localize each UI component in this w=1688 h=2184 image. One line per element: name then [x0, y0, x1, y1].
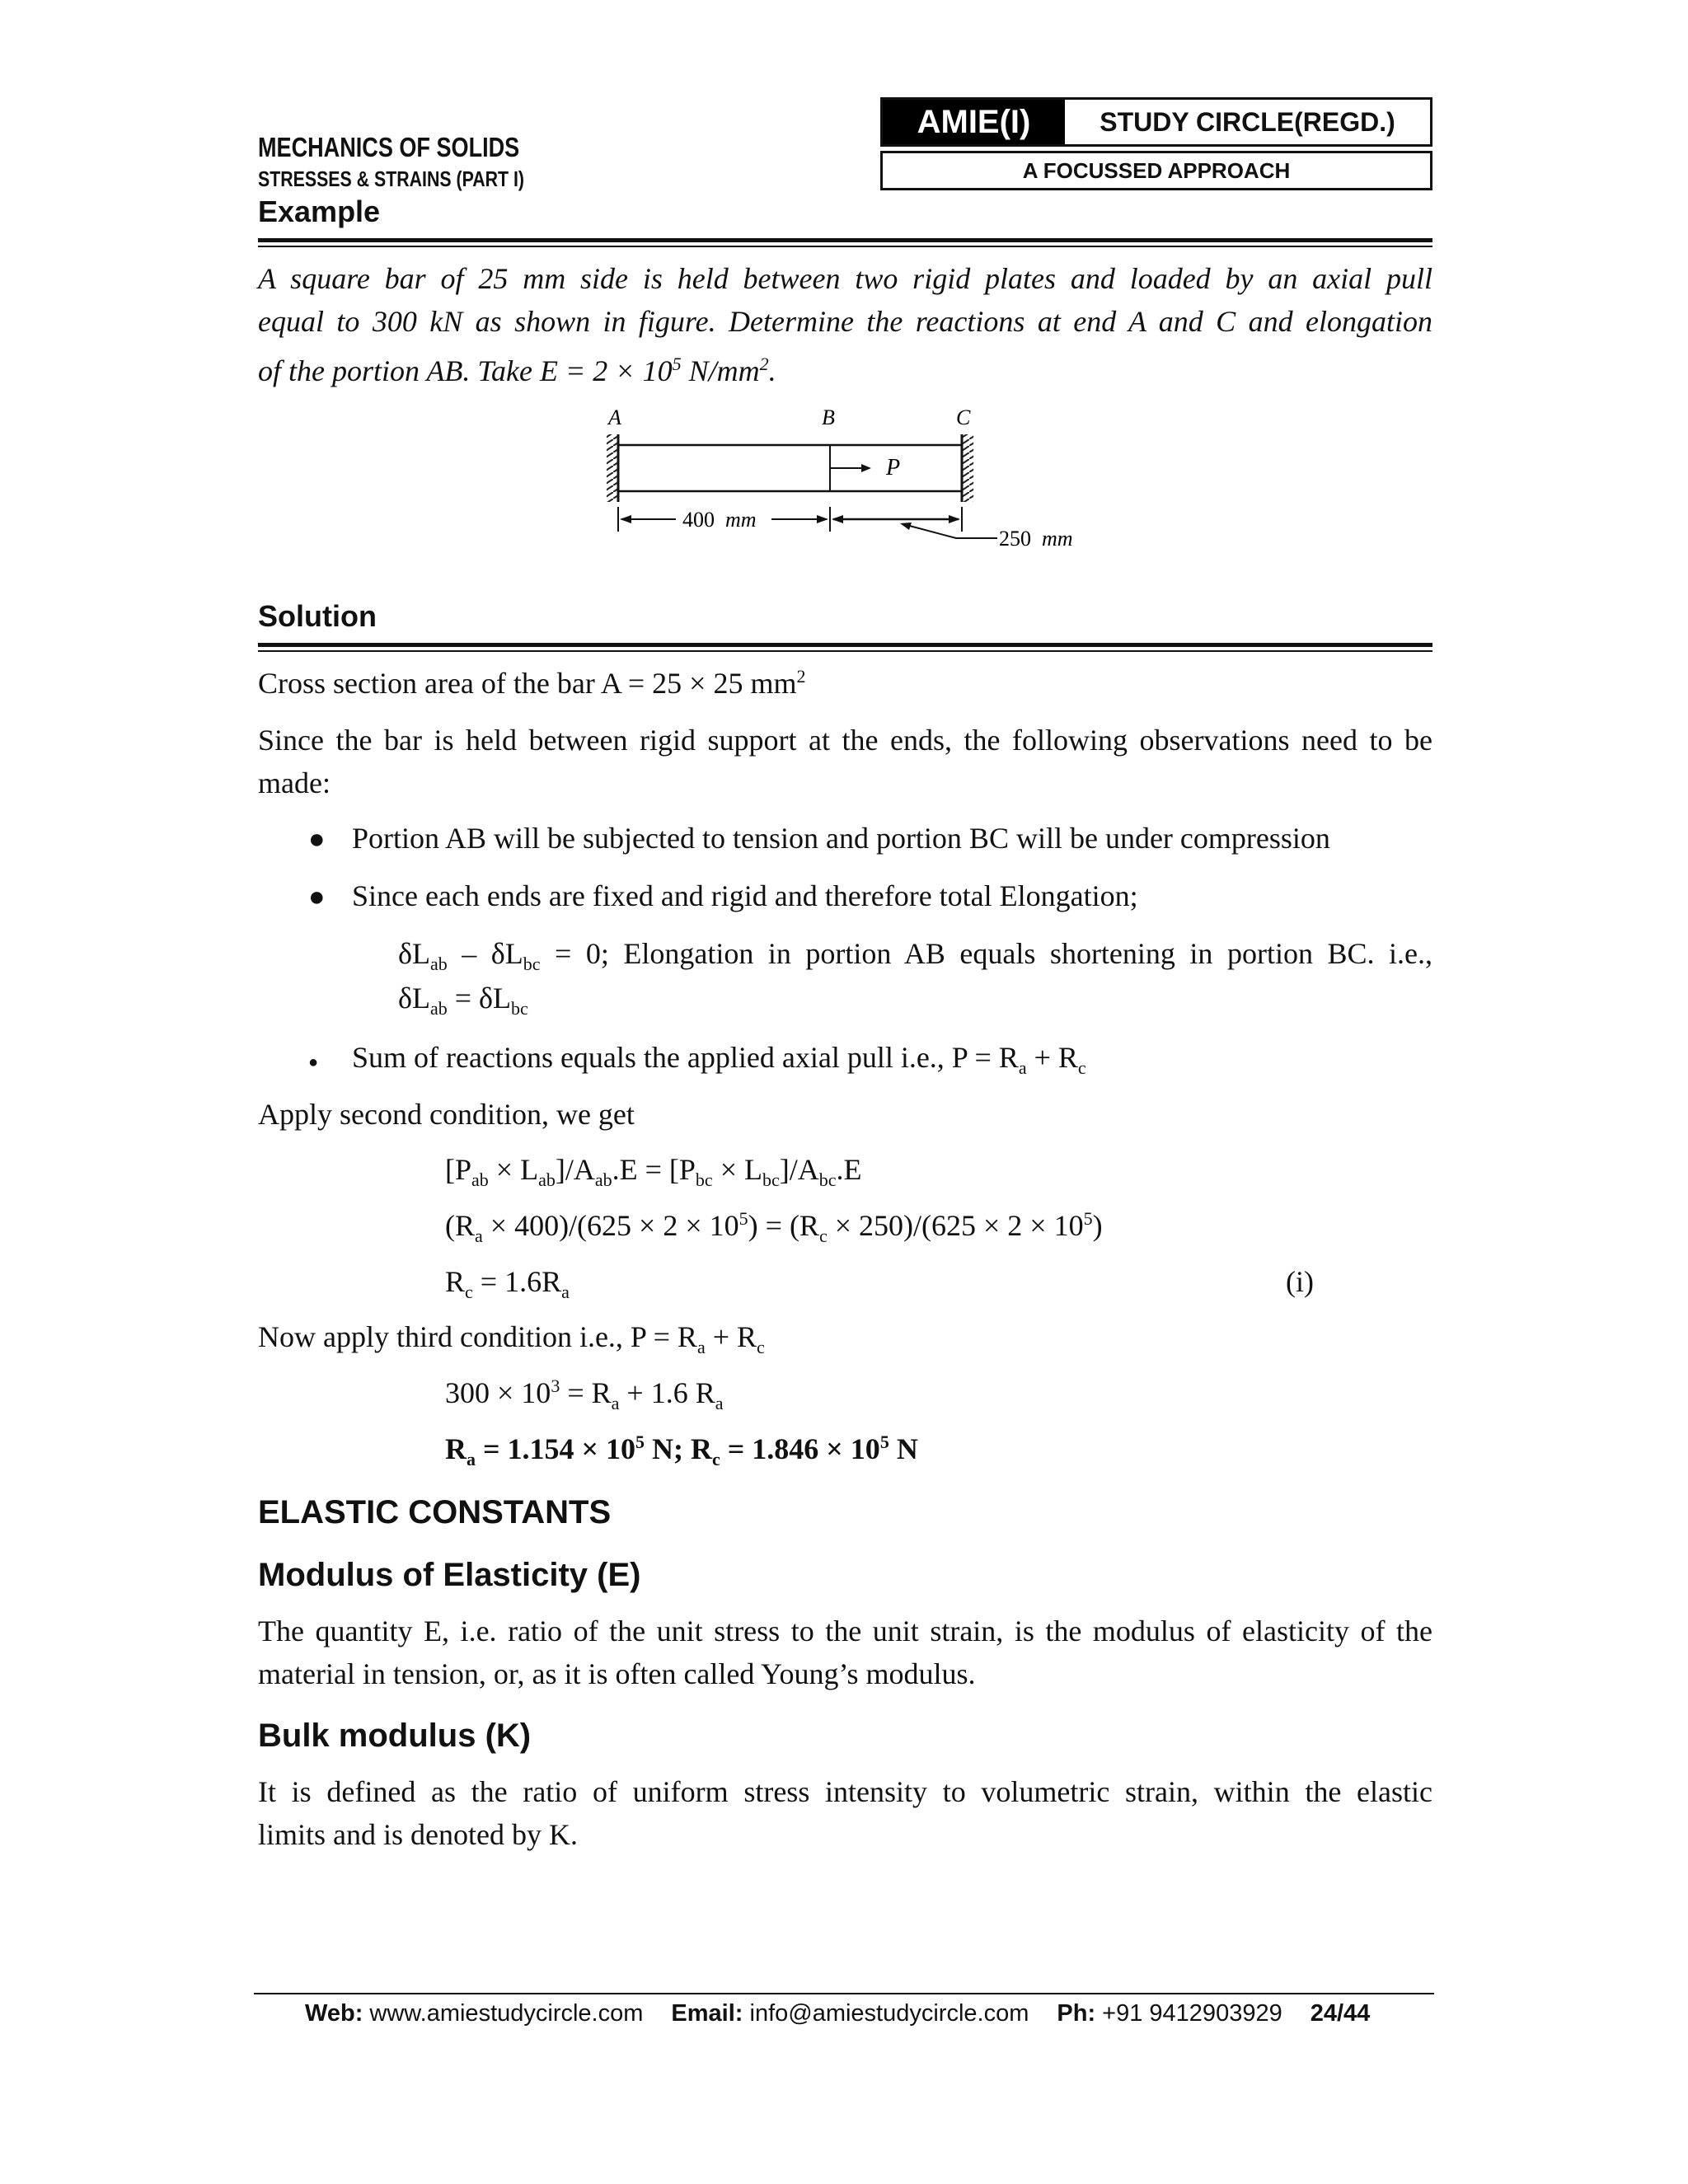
header-rule	[258, 238, 1432, 242]
dim-ab-value: 400	[682, 508, 715, 532]
elastic-constants-heading: ELASTIC CONSTANTS	[258, 1494, 612, 1530]
brand-circle: STUDY CIRCLE(REGD.)	[1100, 106, 1395, 137]
bullet-dot: ●	[308, 882, 326, 912]
dim-arrow	[832, 515, 843, 523]
label-c: C	[956, 405, 971, 429]
modulus-line: The quantity E, i.e. ratio of the unit stress to the unit strain, is the modulus of elasticity of the	[258, 1615, 1432, 1647]
example-heading: Example	[258, 194, 381, 228]
footer-email[interactable]: info@amiestudycircle.com	[749, 2000, 1029, 2027]
apply-second-condition: Apply second condition, we get	[258, 1098, 635, 1131]
bullet-dot: ●	[308, 824, 326, 855]
apply-third-condition: Now apply third condition i.e., $P = R_a + R_c$	[258, 1320, 765, 1358]
problem-line: of the portion AB. Take $E = 2 \times 10^5$ $N/mm^2$.	[258, 354, 776, 387]
dim-ab-unit: mm	[725, 508, 757, 532]
label-p: P	[886, 455, 901, 480]
observation-line: Since the bar is held between rigid support at the ends, the following observations need to be	[258, 724, 1432, 757]
brand-name: AMIE(I)	[883, 100, 1065, 144]
bullet-dot: ●	[308, 1053, 319, 1071]
modulus-line: material in tension, or, as it is often called Young’s modulus.	[258, 1657, 976, 1690]
footer	[305, 2000, 1370, 2027]
bulk-modulus-text	[258, 1770, 1432, 1856]
problem-line: A square bar of 25 mm side is held between two rigid plates and loaded by an axial pull	[258, 262, 1432, 295]
formula-line: $(R_a \times 400)/(625 \times 2 \times 10^5) = (R_c \times 250)/(625 \times 2 \times 10^5)$	[445, 1208, 1103, 1247]
page-number: 24/44	[1310, 2000, 1371, 2027]
dim-bc-value: 250	[999, 527, 1031, 551]
dim-arrow	[620, 515, 631, 523]
label-b: B	[822, 405, 835, 429]
bullet-text: Portion AB will be subjected to tension and portion BC will be under compression	[352, 822, 1330, 855]
solution-rule	[258, 643, 1432, 647]
problem-statement	[258, 257, 1432, 392]
dim-bc-unit: mm	[1042, 527, 1073, 551]
modulus-text	[258, 1610, 1432, 1695]
result-line: $R_a = 1.154 \times 10^5$ N; $R_c = 1.846 \times 10^5$ N	[445, 1432, 918, 1470]
dim-leader-head	[900, 523, 912, 530]
subject-title: MECHANICS OF SOLIDS	[258, 132, 520, 162]
bar-figure	[593, 400, 1121, 556]
problem-line: equal to 300 kN as shown in figure. Determine the reactions at end A and C and elongation	[258, 305, 1432, 338]
footer-email-label: Email:	[671, 2000, 743, 2027]
label-a: A	[608, 405, 621, 429]
bulk-line: limits and is denoted by K.	[258, 1818, 578, 1851]
footer-rule	[254, 1993, 1434, 1994]
bullet-text: Sum of reactions equals the applied axial pull i.e., $P = R_a + R_c$	[352, 1041, 1086, 1079]
observation-line: made:	[258, 766, 331, 799]
bullet-text: Since each ends are fixed and rigid and therefore total Elongation;	[352, 879, 1138, 912]
right-wall-hatch	[962, 434, 973, 502]
formula-line: $R_c = 1.6R_a$	[445, 1265, 570, 1303]
observation-text	[258, 719, 1432, 804]
brand-box	[880, 97, 1432, 147]
bulk-modulus-heading: Bulk modulus (K)	[258, 1718, 532, 1754]
solution-heading: Solution	[258, 599, 377, 633]
footer-phone-label: Ph:	[1057, 2000, 1096, 2027]
left-wall-hatch	[607, 434, 618, 502]
chapter-title: STRESSES & STRAINS (PART I)	[258, 166, 524, 191]
solution-rule-thin	[258, 650, 1432, 652]
area-line: Cross section area of the bar A = 25 × 25 $mm^2$	[258, 666, 806, 700]
equation-tag: (i)	[1286, 1265, 1314, 1298]
brand-tagline: A FOCUSSED APPROACH	[880, 151, 1432, 190]
bar	[618, 445, 962, 491]
dim-arrow	[949, 515, 960, 523]
load-arrow-head	[861, 464, 871, 472]
bulk-line: It is defined as the ratio of uniform stress intensity to volumetric strain, within the elastic	[258, 1775, 1432, 1808]
header-rule-thin	[258, 246, 1432, 247]
footer-web[interactable]: www.amiestudycircle.com	[369, 2000, 644, 2027]
footer-web-label: Web:	[305, 2000, 363, 2027]
formula-line: $300 \times 10^3 = R_a + 1.6$ $R_a$	[445, 1376, 724, 1414]
equation-line: $\delta L_{ab} - \delta L_{bc} = 0$; Elongation in portion AB equals shortening in portion BC. i.e.,	[398, 937, 1432, 975]
dim-arrow	[817, 515, 828, 523]
dim-leader	[903, 524, 997, 538]
equation-line: $\delta L_{ab} = \delta L_{bc}$	[398, 982, 528, 1019]
formula-line: $[P_{ab} \times L_{ab}]/A_{ab}.E = [P_{bc} \times L_{bc}]/A_{bc}.E$	[445, 1153, 862, 1191]
modulus-heading: Modulus of Elasticity (E)	[258, 1557, 641, 1593]
footer-phone: +91 9412903929	[1102, 2000, 1282, 2027]
